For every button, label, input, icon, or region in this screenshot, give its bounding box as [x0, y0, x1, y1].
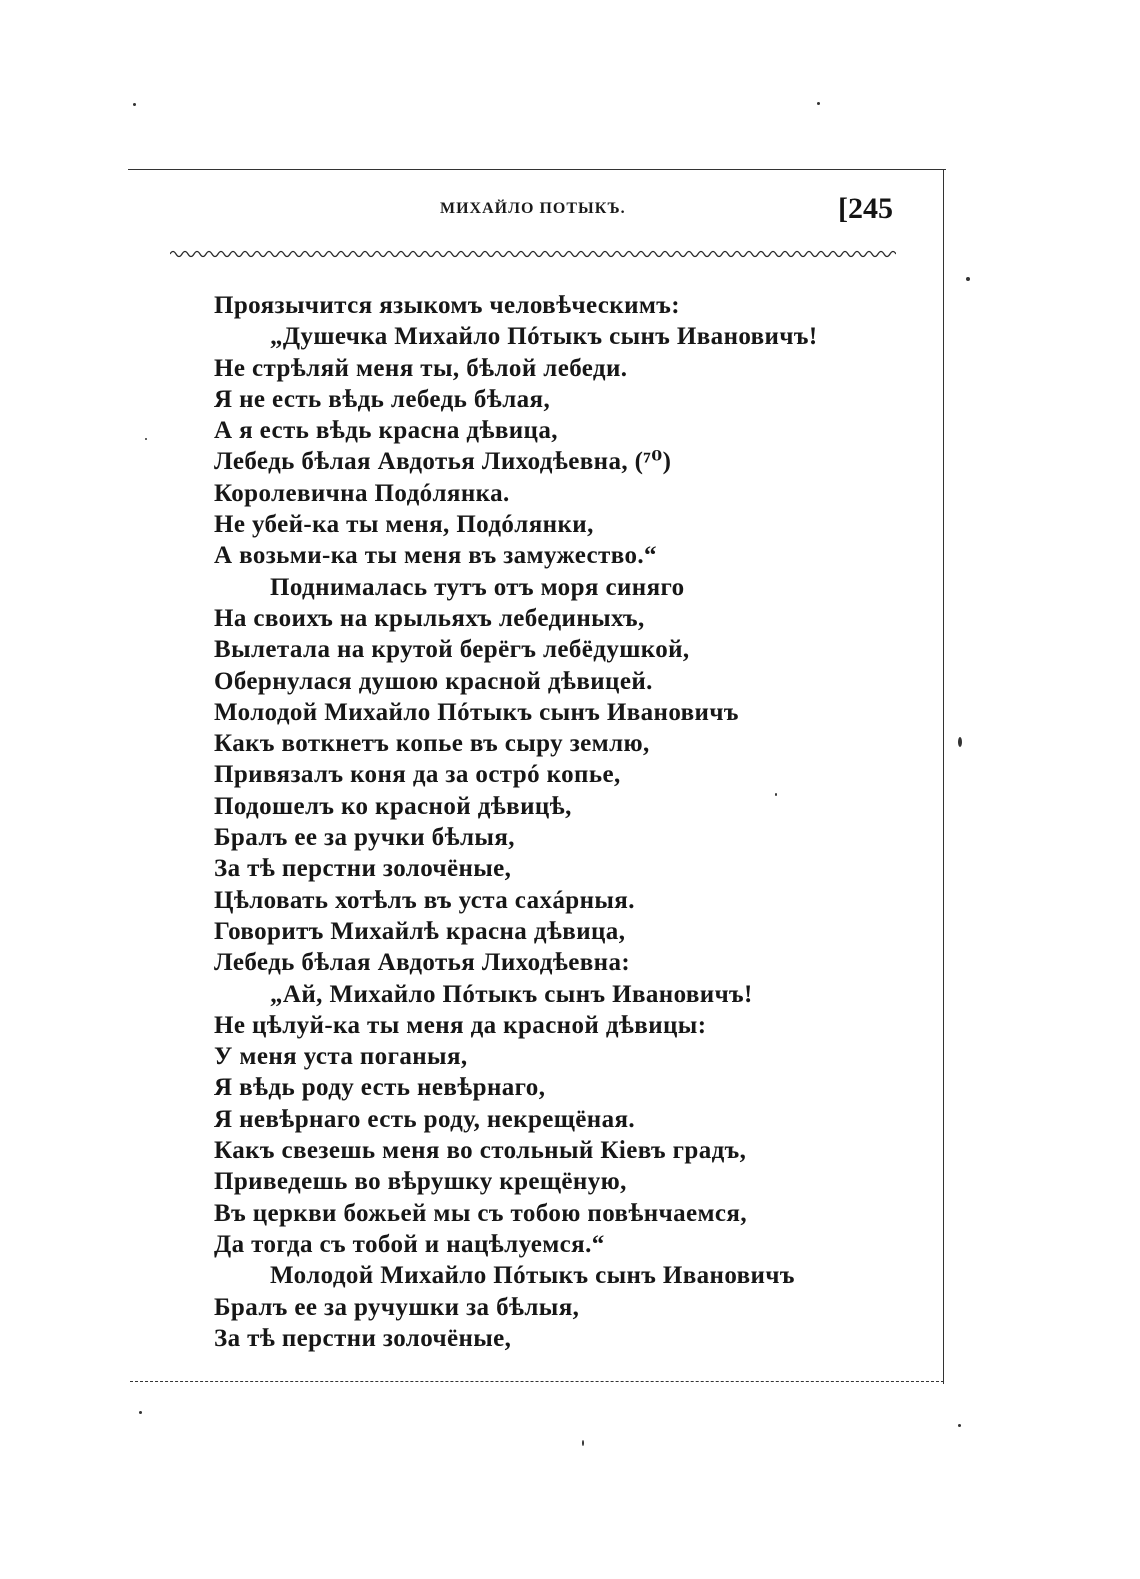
scan-speck	[817, 102, 820, 105]
verse-text	[214, 290, 914, 1354]
top-border-rule	[128, 169, 946, 170]
verse-line: За тѣ перстни золочёные,	[214, 855, 512, 883]
verse-line: „Душечка Михайло Пóтыкъ сынъ Ивановичъ!	[270, 323, 818, 351]
verse-line: Да тогда съ тобой и нацѣлуемся.“	[214, 1230, 605, 1258]
page-number: [245	[838, 192, 893, 225]
verse-line: У меня уста поганыя,	[214, 1043, 468, 1071]
verse-line: „Ай, Михайло Пóтыкъ сынъ Ивановичъ!	[270, 980, 753, 1008]
verse-line: Какъ свезешь меня во стольный Кіевъ градъ,	[214, 1137, 747, 1165]
scan-speck	[145, 438, 147, 440]
verse-line: Какъ воткнетъ копье въ сыру землю,	[214, 730, 650, 758]
wavy-ornament-rule	[170, 247, 896, 261]
verse-line: Я вѣдь роду есть невѣрнаго,	[214, 1074, 546, 1102]
verse-line: Не стрѣляй меня ты, бѣлой лебеди.	[214, 354, 628, 382]
verse-line: Я не есть вѣдь лебедь бѣлая,	[214, 385, 551, 413]
verse-line: Проязычится языкомъ человѣческимъ:	[214, 292, 681, 319]
verse-line: Привязалъ коня да за острó копье,	[214, 761, 621, 789]
verse-line: Молодой Михайло Пóтыкъ сынъ Ивановичъ	[270, 1262, 795, 1290]
bottom-border-rule	[130, 1381, 944, 1382]
verse-line: Молодой Михайло Пóтыкъ сынъ Ивановичъ	[214, 698, 739, 726]
right-border-rule	[943, 169, 944, 1384]
verse-line: За тѣ перстни золочёные,	[214, 1324, 512, 1352]
scan-speck	[139, 1411, 142, 1414]
running-title: МИХАЙЛО ПОТЫКЪ.	[440, 200, 626, 217]
verse-line: Бралъ ее за ручки бѣлыя,	[214, 824, 515, 852]
verse-line: Обернулася душою красной дѣвицей.	[214, 667, 653, 695]
verse-line: Я невѣрнаго есть роду, некрещёная.	[214, 1105, 636, 1133]
verse-line: Вылетала на крутой берёгъ лебёдушкой,	[214, 636, 690, 664]
verse-line: Не цѣлуй-ка ты меня да красной дѣвицы:	[214, 1011, 707, 1039]
verse-line: Говоритъ Михайлѣ красна дѣвица,	[214, 917, 626, 945]
scan-speck	[958, 1424, 961, 1427]
verse-line: Лебедь бѣлая Авдотья Лиходѣевна:	[214, 949, 631, 977]
verse-line: Не убей-ка ты меня, Подóлянки,	[214, 511, 594, 539]
verse-line: Бралъ ее за ручушки за бѣлыя,	[214, 1293, 580, 1321]
verse-line: Цѣловать хотѣлъ въ уста сахáрныя.	[214, 886, 635, 914]
scan-speck	[958, 737, 962, 747]
verse-line: Въ церкви божьей мы съ тобою повѣнчаемся,	[214, 1199, 747, 1227]
verse-line: Лебедь бѣлая Авдотья Лиходѣевна, (⁷⁰)	[214, 448, 672, 476]
scan-speck	[966, 277, 970, 281]
scan-speck	[133, 103, 136, 106]
verse-line: А я есть вѣдь красна дѣвица,	[214, 417, 558, 445]
verse-line: Поднималась тутъ отъ моря синяго	[270, 573, 685, 601]
scan-speck	[582, 1440, 584, 1446]
verse-line: На своихъ на крыльяхъ лебединыхъ,	[214, 604, 645, 632]
verse-line: Приведешь во вѣрушку крещёную,	[214, 1168, 627, 1196]
verse-line: Подошелъ ко красной дѣвицѣ,	[214, 792, 572, 820]
verse-line: Королевична Подóлянка.	[214, 479, 510, 507]
scan-speck	[775, 793, 777, 796]
verse-line: А возьми-ка ты меня въ замужество.“	[214, 542, 657, 570]
